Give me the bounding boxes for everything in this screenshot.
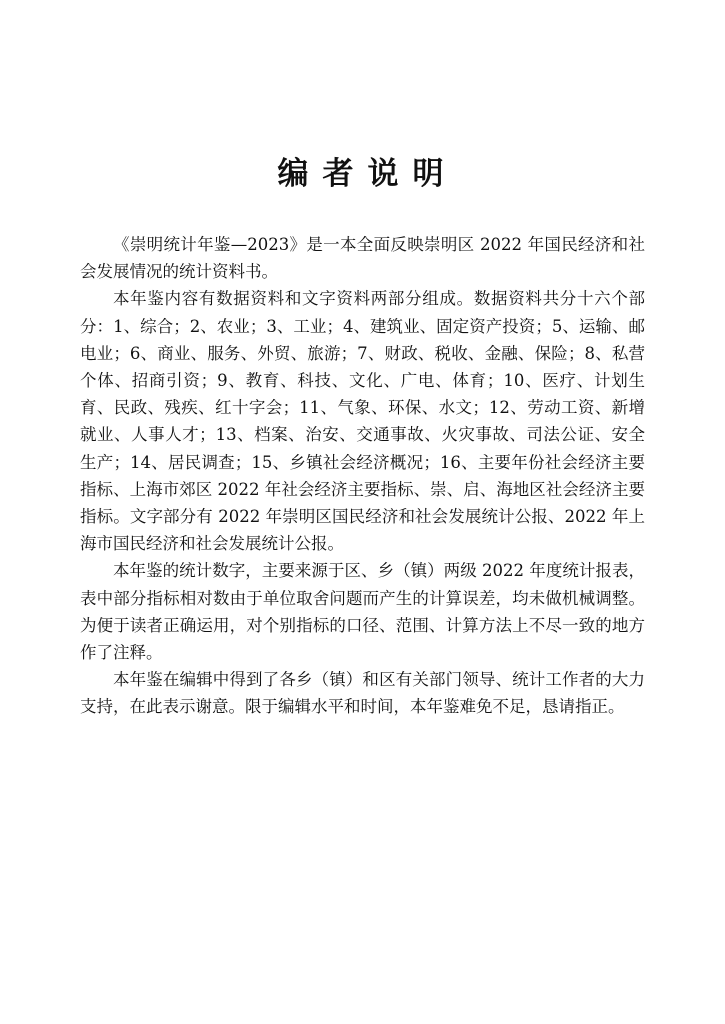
paragraph-data-source: 本年鉴的统计数字，主要来源于区、乡（镇）两级 2022 年度统计报表，表中部分指标相对数由于单位取舍问题而产生的计算误差，均未做机械调整。为便于读者正确运用，对个别指标的口径、范围、计算方法上不尽一致的地方作了注释。 xyxy=(80,561,645,663)
paragraph-intro: 《崇明统计年鉴—2023》是一本全面反映崇明区 2022 年国民经济和社会发展情况的统计资料书。 xyxy=(80,235,645,282)
paragraph-contents: 本年鉴内容有数据资料和文字资料两部分组成。数据资料共分十六个部分：1、综合；2、农业；3、工业；4、建筑业、固定资产投资；5、运输、邮电业；6、商业、服务、外贸、旅游；7、财政、税收、金融、保险；8、私营个体、招商引资；9、教育、科技、文化、广电、体育；10、医疗、计划生育、民政、残疾、红十字会；11、气象、环保、水文；12、劳动工资、新增就业、人事人才；13、档案、治安、交通事故、火灾事故、司法公证、安全生产；14、居民调查；15、乡镇社会经济概况；16、主要年份社会经济主要指标、上海市郊区 2022 年社会经济主要指标、崇、启、海地区社会经济主要指标。文字部分有 2022 年崇明区国民经济和社会发展统计公报、2022 年上海市国民经济和社会发展统计公报。 xyxy=(80,289,645,554)
paragraph-acknowledgement: 本年鉴在编辑中得到了各乡（镇）和区有关部门领导、统计工作者的大力支持，在此表示谢意。限于编辑水平和时间，本年鉴难免不足，恳请指正。 xyxy=(80,670,645,717)
document-body xyxy=(80,231,645,721)
page-title: 编者说明 xyxy=(277,156,458,192)
